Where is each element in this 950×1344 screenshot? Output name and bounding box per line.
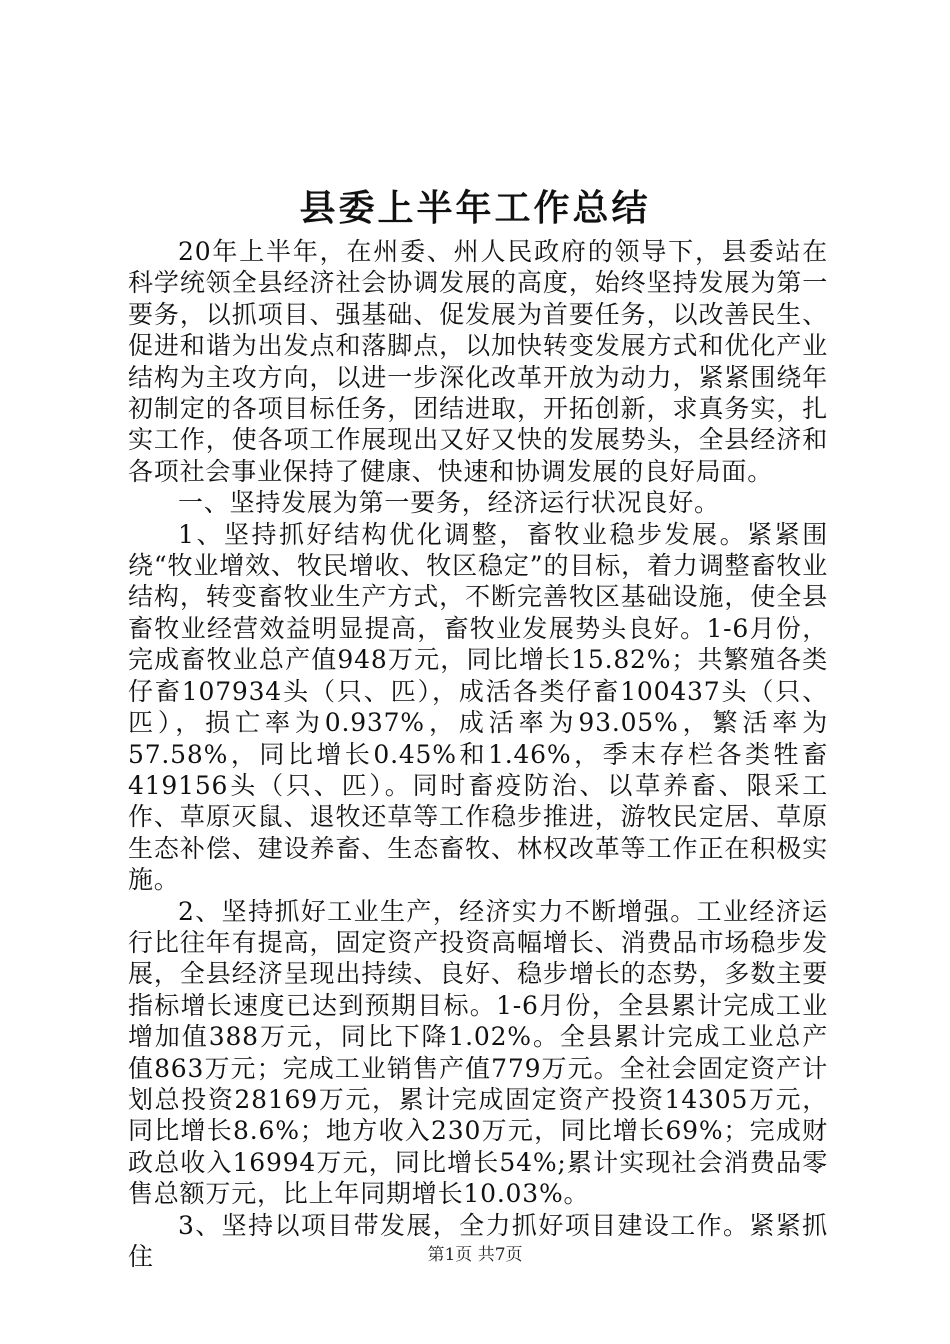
- document-title: 县委上半年工作总结: [299, 187, 651, 229]
- paragraph-industry: 2、坚持抓好工业生产，经济实力不断增强。工业经济运行比往年有提高，固定资产投资高幅增长、消费品市场稳步发展，全县经济呈现出持续、良好、稳步增长的态势，多数主要指标增长速度已达到预期目标。1-6月份，全县累计完成工业增加值388万元，同比下降1.02%。全县累计完成工业总产值863万元；完成工业销售产值779万元。全社会固定资产计划总投资28169万元，累计完成固定资产投资14305万元，同比增长8.6%；地方收入230万元，同比增长69%；完成财政总收入16994万元，同比增长54%;累计实现社会消费品零售总额万元，比上年同期增长10.03%。: [128, 896, 828, 1209]
- page-number-footer: 第1页 共7页: [427, 1245, 523, 1265]
- paragraph-intro: 20年上半年，在州委、州人民政府的领导下，县委站在科学统领全县经济社会协调发展的高度，始终坚持发展为第一要务，以抓项目、强基础、促发展为首要任务，以改善民生、促进和谐为出发点和落脚点，以加快转变发展方式和优化产业结构为主攻方向，以进一步深化改革开放为动力，紧紧围绕年初制定的各项目标任务，团结进取，开拓创新，求真务实，扎实工作，使各项工作展现出又好又快的发展势头，全县经济和各项社会事业保持了健康、快速和协调发展的良好局面。: [128, 237, 828, 486]
- section-heading-1: 一、坚持发展为第一要务，经济运行状况良好。: [178, 488, 720, 518]
- paragraph-livestock: 1、坚持抓好结构优化调整，畜牧业稳步发展。紧紧围绕“牧业增效、牧民增收、牧区稳定”的目标，着力调整畜牧业结构，转变畜牧业生产方式，不断完善牧区基础设施，使全县畜牧业经营效益明显提高，畜牧业发展势头良好。1-6月份，完成畜牧业总产值948万元，同比增长15.82%；共繁殖各类仔畜107934头（只、匹），成活各类仔畜100437头（只、匹），损亡率为0.937%，成活率为93.05%，繁活率为57.58%，同比增长0.45%和1.46%，季末存栏各类牲畜419156头（只、匹）。同时畜疫防治、以草养畜、限采工作、草原灭鼠、退牧还草等工作稳步推进，游牧民定居、草原生态补偿、建设养畜、生态畜牧、林权改革等工作正在积极实施。: [128, 519, 828, 895]
- document-body: [128, 236, 828, 1272]
- paragraph-projects: 3、坚持以项目带发展，全力抓好项目建设工作。紧紧抓住: [128, 1210, 828, 1271]
